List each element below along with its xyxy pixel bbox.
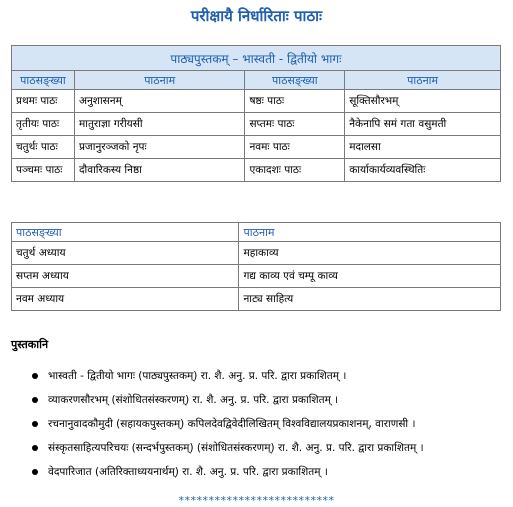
list-item — [28, 364, 508, 388]
footer-stars: ************************** — [178, 494, 335, 507]
book-entry: रचनानुवादकौमुदी (सहायकपुस्तकम्) कपिलदेवद्विवेदीलिखितम् विश्वविद्यालयप्रकाशनम्, वाराणसी । — [48, 418, 416, 430]
table-header-row — [12, 71, 501, 90]
table-cell: कार्याकार्यव्यवस्थितिः — [345, 159, 501, 182]
table-cell: दौवारिकस्य निष्ठा — [74, 159, 245, 182]
table-caption: पाठ्यपुस्तकम् – भास्वती - द्वितीयो भागः — [12, 46, 501, 71]
table-row — [12, 136, 501, 159]
table-row — [12, 288, 501, 311]
list-item — [28, 460, 508, 484]
book-entry: भास्वती - द्वितीयो भागः (पाठ्यपुस्तकम्) रा. शै. अनु. प्र. परि. द्वारा प्रकाशितम् । — [48, 370, 347, 382]
book-entry: वेदपारिजात (अतिरिक्ताध्ययनार्थम्) रा. शै. अनु. प्र. परि. द्वारा प्रकाशितम् । — [48, 466, 328, 478]
table-cell: अनुशासनम् — [74, 90, 245, 113]
bullet-icon — [32, 397, 38, 403]
table-header-row — [12, 223, 501, 242]
chapters-table — [11, 222, 501, 311]
table-cell: चतुर्थः पाठः — [12, 136, 75, 159]
table-cell: नवम अध्याय — [12, 288, 239, 311]
table-cell: सप्तमः पाठः — [245, 113, 345, 136]
books-heading: पुस्तकानि — [11, 338, 49, 351]
table-cell: मातुराज्ञा गरीयसी — [74, 113, 245, 136]
column-header: पाठसङ्ख्या — [245, 71, 345, 90]
table-caption-row — [12, 46, 501, 71]
table-cell: नाट्य साहित्य — [239, 288, 501, 311]
table-cell: नवमः पाठः — [245, 136, 345, 159]
page-title: परीक्षायै निर्धारिताः पाठाः — [190, 7, 323, 25]
table-cell: एकादशः पाठः — [245, 159, 345, 182]
table-cell: तृतीयः पाठः — [12, 113, 75, 136]
bullet-icon — [32, 469, 38, 475]
table-cell: नैकेनापि समं गता वसुमती — [345, 113, 501, 136]
list-item — [28, 412, 508, 436]
bullet-icon — [32, 421, 38, 427]
column-header: पाठनाम — [345, 71, 501, 90]
table-cell: पञ्चमः पाठः — [12, 159, 75, 182]
column-header: पाठनाम — [74, 71, 245, 90]
table-cell: प्रजानुरञ्जको नृपः — [74, 136, 245, 159]
table-row — [12, 113, 501, 136]
column-header: पाठनाम — [239, 223, 501, 242]
bullet-icon — [32, 373, 38, 379]
list-item — [28, 436, 508, 460]
table-cell: सूक्तिसौरभम् — [345, 90, 501, 113]
table-cell: चतुर्थ अध्याय — [12, 242, 239, 265]
table-row — [12, 265, 501, 288]
table-cell: सप्तम अध्याय — [12, 265, 239, 288]
books-list — [28, 364, 508, 484]
book-entry: व्याकरणसौरभम् (संशोधितसंस्करणम्) रा. शै. अनु. प्र. परि. द्वारा प्रकाशितम् । — [48, 394, 339, 406]
book-entry: संस्कृतसाहित्यपरिचयः (सन्दर्भपुस्तकम्) (संशोधितसंस्करणम्) रा. शै. अनु. प्र. परि. द्वारा प्रकाशितम् । — [48, 442, 424, 454]
column-header: पाठसङ्ख्या — [12, 223, 239, 242]
table-cell: षष्ठः पाठः — [245, 90, 345, 113]
table-cell: गद्य काव्य एवं चम्पू काव्य — [239, 265, 501, 288]
table-row — [12, 242, 501, 265]
table-cell: प्रथमः पाठः — [12, 90, 75, 113]
table-row — [12, 90, 501, 113]
table-cell: मदालसा — [345, 136, 501, 159]
list-item — [28, 388, 508, 412]
table-row — [12, 159, 501, 182]
table-cell: महाकाव्य — [239, 242, 501, 265]
column-header: पाठसङ्ख्या — [12, 71, 75, 90]
lessons-table — [11, 45, 501, 182]
bullet-icon — [32, 445, 38, 451]
